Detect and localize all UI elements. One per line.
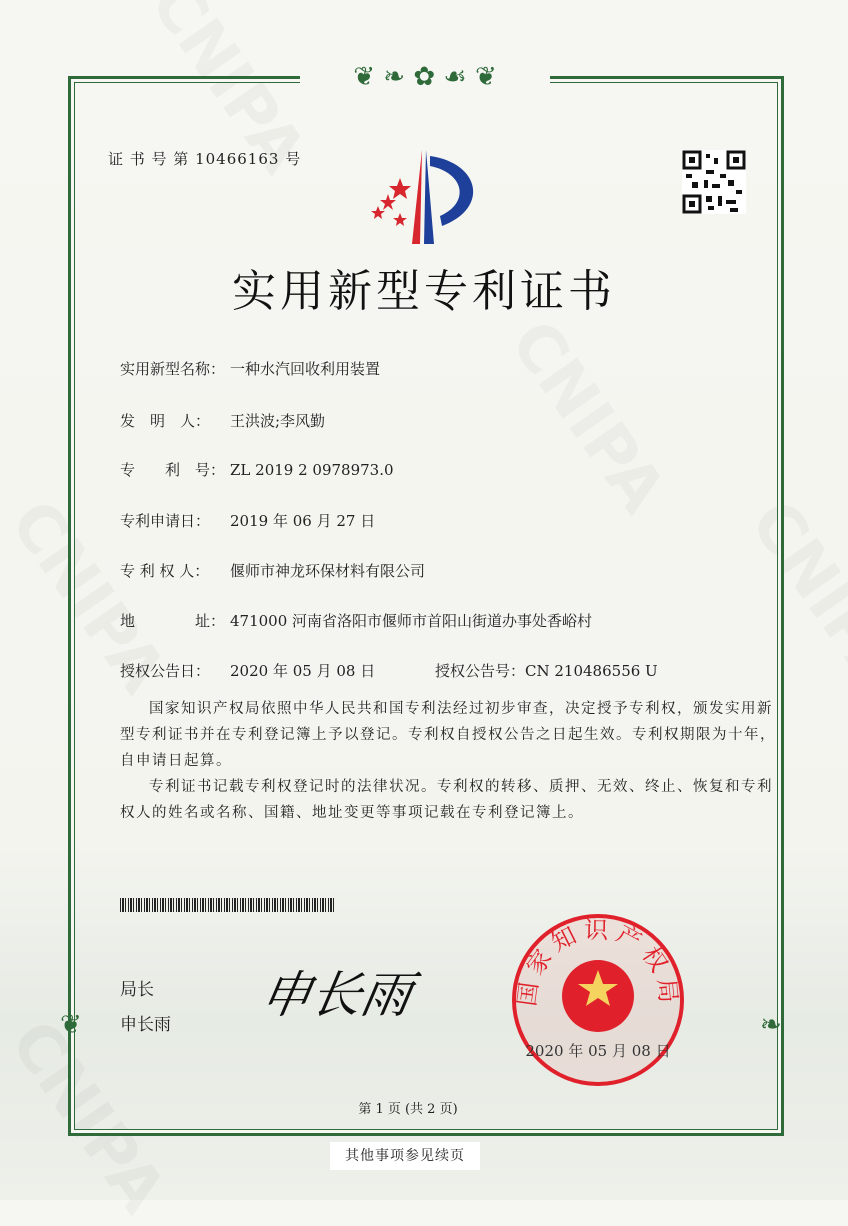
certificate-number: 证 书 号 第 10466163 号 xyxy=(108,150,302,168)
paragraph: 专利证书记载专利权登记时的法律状况。专利权的转移、质押、无效、终止、恢复和专利权人的姓名或名称、国籍、地址变更等事项记载在专利登记簿上。 xyxy=(120,779,773,821)
field-patentee xyxy=(120,560,425,581)
seal-date: 2020 年 05 月 08 日 xyxy=(525,1042,671,1060)
field-label: 专利申请日： xyxy=(120,512,211,530)
cnipa-logo xyxy=(360,148,490,248)
field-value: CN 210486556 U xyxy=(525,662,658,680)
field-label: 授权公告号： xyxy=(435,662,526,680)
field-value: 王洪波;李风勤 xyxy=(230,412,326,430)
field-label: 地 址： xyxy=(120,612,226,630)
field-value: 471000 河南省洛阳市偃师市首阳山街道办事处香峪村 xyxy=(230,612,593,630)
field-value: 偃师市神龙环保材料有限公司 xyxy=(230,562,426,580)
continuation-note: 其他事项参见续页 xyxy=(330,1142,480,1170)
certificate-title: 实用新型专利证书 xyxy=(232,266,616,317)
paragraph: 国家知识产权局依照中华人民共和国专利法经过初步审查，决定授予专利权，颁发实用新型专利证书并在专利登记簿上予以登记。专利权自授权公告之日起生效。专利权期限为十年，自申请日起算。 xyxy=(120,701,776,769)
field-inventor xyxy=(120,410,325,431)
certificate-statement xyxy=(120,696,776,826)
field-label: 专 利 号： xyxy=(120,461,226,479)
field-value: 2020 年 05 月 08 日 xyxy=(230,662,376,680)
field-label: 授权公告日： xyxy=(120,662,211,680)
field-address xyxy=(120,610,592,631)
field-label: 实用新型名称： xyxy=(120,360,226,378)
field-application-date xyxy=(120,510,375,531)
official-seal xyxy=(508,908,688,1088)
field-announcement-date xyxy=(120,660,375,681)
field-patent-number xyxy=(120,459,394,480)
signatory-title: 局长 xyxy=(120,980,154,1000)
field-value: ZL 2019 2 0978973.0 xyxy=(230,461,394,479)
seal-text: 国家知识产权局 xyxy=(512,916,684,1010)
field-utility-model-name xyxy=(120,358,380,379)
field-label: 发 明 人： xyxy=(120,412,211,430)
page-indicator: 第 1 页 (共 2 页) xyxy=(358,1102,458,1117)
field-value: 2019 年 06 月 27 日 xyxy=(230,512,376,530)
handwritten-signature: 申长雨 xyxy=(256,966,417,1024)
field-announcement-number xyxy=(435,660,658,681)
qr-code xyxy=(682,150,746,214)
field-value: 一种水汽回收利用装置 xyxy=(230,360,381,378)
barcode xyxy=(120,898,336,912)
corner-ornament-left: ❦ xyxy=(60,1010,82,1040)
corner-ornament-right: ❧ xyxy=(760,1010,782,1040)
top-ornament: ❦ ❧ ✿ ☙ ❦ xyxy=(300,62,550,92)
field-label: 专 利 权 人： xyxy=(120,562,210,580)
signatory-name: 申长雨 xyxy=(120,1015,171,1035)
